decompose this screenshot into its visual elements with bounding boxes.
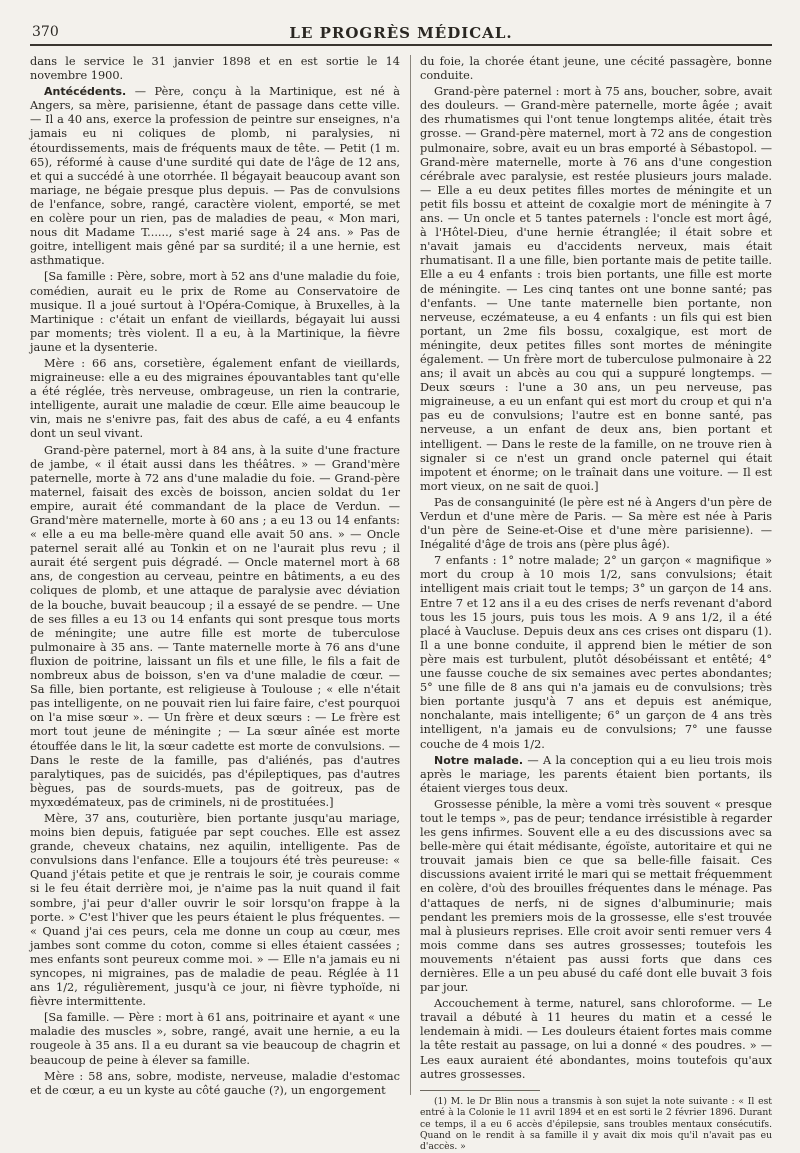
paragraph: [Sa famille. — Père : mort à 61 ans, poitrinaire et ayant « une maladie des muscles », sobre, rangé, avait une hernie, a eu la rougeole à 35 ans. Il a eu durant sa vie beaucoup de chagrin et beaucoup de peine à élever sa famille. [30,1011,400,1067]
paragraph: Mère : 66 ans, corsetière, également enfant de vieillards, migraineuse: elle a eu des migraines épouvantables tant qu'elle a été réglée, très nerveuse, ombrageuse, un rien la contrarie, intelligente, aurait une maladie de cœur. Elle aime beaucoup le vin, mais ne s'enivre pas, fait des abus de café, a eu 4 enfants dont un seul vivant. [30,356,400,441]
footnote-divider [420,1090,540,1091]
paragraph: dans le service le 31 janvier 1898 et en est sortie le 14 novembre 1900. [30,55,400,83]
paragraph: Grossesse pénible, la mère a vomi très souvent « presque tout le temps », pas de peur; tendance irrésistible à regarder les gens infirmes. Souvent elle a eu des discussions avec sa belle-mère qui était médisante, égoïste, autoritaire et qui ne trouvait jamais bien ce que sa belle-fille faisait. Ces discussions avaient irrité le mari qui se mettait fréquemment en colère, d'où des brouilles fréquentes dans le ménage. Pas d'attaques de nerfs, ni de signes d'albuminurie; mais pendant les premiers mois de la grossesse, elle s'est trouvée mal à plusieurs reprises. Elle croit avoir senti remuer vers 4 mois comme dans ses autres grossesses; toutefois les mouvements n'étaient pas aussi forts que dans ces dernières. Elle a un peu abusé du café dont elle buvait 3 fois par jour. [420,797,772,995]
section-lead: Antécédents. [44,85,127,99]
paragraph: [Sa famille : Père, sobre, mort à 52 ans d'une maladie du foie, comédien, aurait eu le prix de Rome au Conservatoire de musique. Il a joué surtout à l'Opéra-Comique, à Bruxelles, à la Martinique : c'était un enfant de vieillards, bégayait lui aussi par moments; très violent. Il a eu, à la Martinique, la fièvre jaune et la dysenterie. [30,270,400,354]
paragraph: Accouchement à terme, naturel, sans chloroforme. — Le travail a débuté à 11 heures du matin et a cessé le lendemain à midi. — Les douleurs étaient fortes mais comme la tête restait au passage, on lui a donné « des poudres. » — Les eaux auraient été abondantes, moins toutefois qu'aux autres grossesses. [420,997,772,1081]
right-column [420,55,773,1153]
paragraph: du foie, la chorée étant jeune, une cécité passagère, bonne conduite. [420,55,772,83]
footnote: (1) M. le Dr Blin nous a transmis à son sujet la note suivante : « Il est entré à la Colonie le 11 avril 1894 et en est sorti le 2 février 1896. Durant ce temps, il a eu 6 accès d'épilepsie, sans troubles mentaux consécutifs. Quand on le rendit à sa famille il y avait dix mois qu'il n'avait pas eu d'accès. » [420,1095,772,1153]
paragraph: Grand-père paternel : mort à 75 ans, boucher, sobre, avait des douleurs. — Grand-mère paternelle, morte âgée ; avait des rhumatismes qui l'ont tenue longtemps alitée, était très grosse. — Grand-père maternel, mort à 72 ans de congestion pulmonaire, sobre, avait eu un bras emporté à Sébastopol. — Grand-mère maternelle, morte à 76 ans d'une congestion cérébrale avec paralysie, est restée plusieurs jours malade. — Elle a eu deux petites filles mortes de méningite et un petit fils bossu et atteint de coxalgie mort de méningite à 7 ans. — Un oncle et 5 tantes paternels : l'oncle est mort âgé, à l'Hôtel-Dieu, d'une hernie étranglée; il était sobre et n'avait jamais eu d'accidents nerveux, mais était rhumatisant. Il a une fille, bien portante mais de petite taille. Elle a eu 4 enfants : trois bien portants, une fille est morte de méningite. — Les cinq tantes ont une bonne santé; pas d'enfants. — Une tante maternelle bien portante, non nerveuse, eczémateuse, a eu 4 enfants : un fils qui est bien portant, un 2me fils bossu, coxalgique, est mort de méningite, deux petites filles sont mortes de méningite également. — Un frère mort de tuberculose pulmonaire à 22 ans; il avait un abcès au cou qui a suppuré longtemps. — Deux sœurs : l'une a 30 ans, un peu nerveuse, pas migraineuse, a eu un enfant qui est mort du croup et qui n'a pas eu de convulsions; l'autre est en bonne santé, pas nerveuse, a un enfant de deux ans, bien portant et intelligent. — Dans le reste de la famille, on ne trouve rien à signaler si ce n'est un grand oncle paternel qui était impotent et énorme; on le traînait dans une voiture. — Il est mort vieux, on ne sait de quoi.] [420,85,772,493]
column-divider [410,55,411,1095]
paragraph: Pas de consanguinité (le père est né à Angers d'un père de Verdun et d'une mère de Paris. — Sa mère est née à Paris d'un père de Seine-et-Oise et d'une mère parisienne). — Inégalité d'âge de trois ans (père plus âgé). [420,495,772,552]
section-lead: Notre malade. [434,753,524,767]
running-title: LE PROGRÈS MÉDICAL. [289,24,513,42]
paragraph-notre-malade [420,754,772,796]
paragraph-antecedents [30,85,400,268]
paragraph: 7 enfants : 1° notre malade; 2° un garçon « magnifique » mort du croup à 10 mois 1/2, sans convulsions; était intelligent mais criait tout le temps; 3° un garçon de 14 ans. Entre 7 et 12 ans il a eu des crises de nerfs revenant d'abord tous les 15 jours, puis tous les mois. A 9 ans 1/2, il a été placé à Vaucluse. Depuis deux ans ces crises ont disparu (1). Il a une bonne conduite, il apprend bien le métier de son père mais est turbulent, plutôt désobéissant et entêté; 4° une fausse couche de six semaines avec pertes abondantes; 5° une fille de 8 ans qui n'a jamais eu de convulsions; très bien portante jusqu'à 7 ans et depuis est anémique, nonchalante, mais intelligente; 6° un garçon de 4 ans très intelligent, n'a jamais eu de convulsions; 7° une fausse couche de 4 mois 1/2. [420,554,772,751]
paragraph: Mère, 37 ans, couturière, bien portante jusqu'au mariage, moins bien depuis, fatiguée par sept couches. Elle est assez grande, cheveux chatains, nez aquilin, intelligente. Pas de convulsions dans l'enfance. Elle a toujours été très peureuse: « Quand j'étais petite et que je rentrais le soir, je courais comme si le feu était derrière moi, je n'aime pas la nuit quand il fait sombre, j'ai peur d'aller ouvrir le soir lorsqu'on frappe à la porte. » C'est l'hiver que les peurs étaient le plus fréquentes. — « Quand j'ai ces peurs, cela me donne un coup au cœur, mes jambes sont comme du coton, comme si elles étaient cassées ; mes enfants sont peureux comme moi. » — Elle n'a jamais eu ni syncopes, ni migraines, pas de maladie de peau. Réglée à 11 ans 1/2, régulièrement, jusqu'à ce jour, ni fièvre typhoïde, ni fièvre intermittente. [30,811,400,1009]
page-number: 370 [32,24,59,40]
paragraph: Mère : 58 ans, sobre, modiste, nerveuse, maladie d'estomac et de cœur, a eu un kyste au côté gauche (?), un engorgement [30,1069,400,1097]
paragraph-text: — A la conception qui a eu lieu trois mois après le mariage, les parents étaient bien portants, ils étaient vierges tous deux. [420,753,773,795]
paragraph: Grand-père paternel, mort à 84 ans, à la suite d'une fracture de jambe, « il était aussi dans les théâtres. » — Grand'mère paternelle, morte à 72 ans d'une maladie du foie. — Grand-père maternel, faisait des excès de boisson, ancien soldat du 1er empire, aurait été commandant de la place de Verdun. — Grand'mère maternelle, morte à 60 ans ; a eu 13 ou 14 enfants: « elle a eu ma belle-mère quand elle avait 50 ans. » — Oncle paternel serait allé au Tonkin et on ne l'aurait plus revu ; il aurait été sergent puis dégradé. — Oncle maternel mort à 68 ans, de congestion au cerveau, peintre en bâtiments, a eu des coliques de plomb, et une attaque de paralysie avec déviation de la bouche, buvait beaucoup ; il a essayé de se pendre. — Une de ses filles a eu 13 ou 14 enfants qui sont presque tous morts de méningite; une autre fille est morte de tuberculose pulmonaire à 35 ans. — Tante maternelle morte à 76 ans d'une fluxion de poitrine, laissant un fils et une fille, le fils a fait de nombreux abus de boisson, s'en va d'une maladie de cœur. — Sa fille, bien portante, est religieuse à Toulouse ; « elle n'était pas intelligente, on ne pouvait rien lui faire faire, c'est pourquoi on l'a mise sœur ». — Un frère et deux sœurs : — Le frère est mort tout jeune de méningite ; — La sœur aînée est morte étouffée dans le lit, la sœur cadette est morte de convulsions. — Dans le reste de la famille, pas d'aliénés, pas d'autres paralytiques, pas de suicidés, pas d'épileptiques, pas d'autres bègues, pas de sourds-muets, pas de goitreux, pas de myxœdémateux, pas de criminels, ni de prostituées.] [30,443,400,809]
left-column [30,55,400,1097]
page-header [30,22,772,46]
paragraph-text: — Père, conçu à la Martinique, est né à Angers, sa mère, parisienne, étant de passage dans cette ville. — Il a 40 ans, exerce la profession de peintre sur enseignes, n'a jamais eu ni coliques de plomb, ni paralysies, ni étourdissements, mais de fréquents maux de tête. — Petit (1 m. 65), réformé à cause d'une surdité qui date de l'âge de 12 ans, et qui a succédé à une otorrhée. Il bégayait beaucoup avant son mariage, ne bégaie presque plus depuis. — Pas de convulsions de l'enfance, sobre, rangé, caractère violent, emporté, se met en colère pour un rien, pas de maladies de peau, « Mon mari, nous dit Madame T......, s'est marié sage à 24 ans. » Pas de goitre, intelligent mais gêné par sa surdité; il a une hernie, est asthmatique. [30,85,400,268]
